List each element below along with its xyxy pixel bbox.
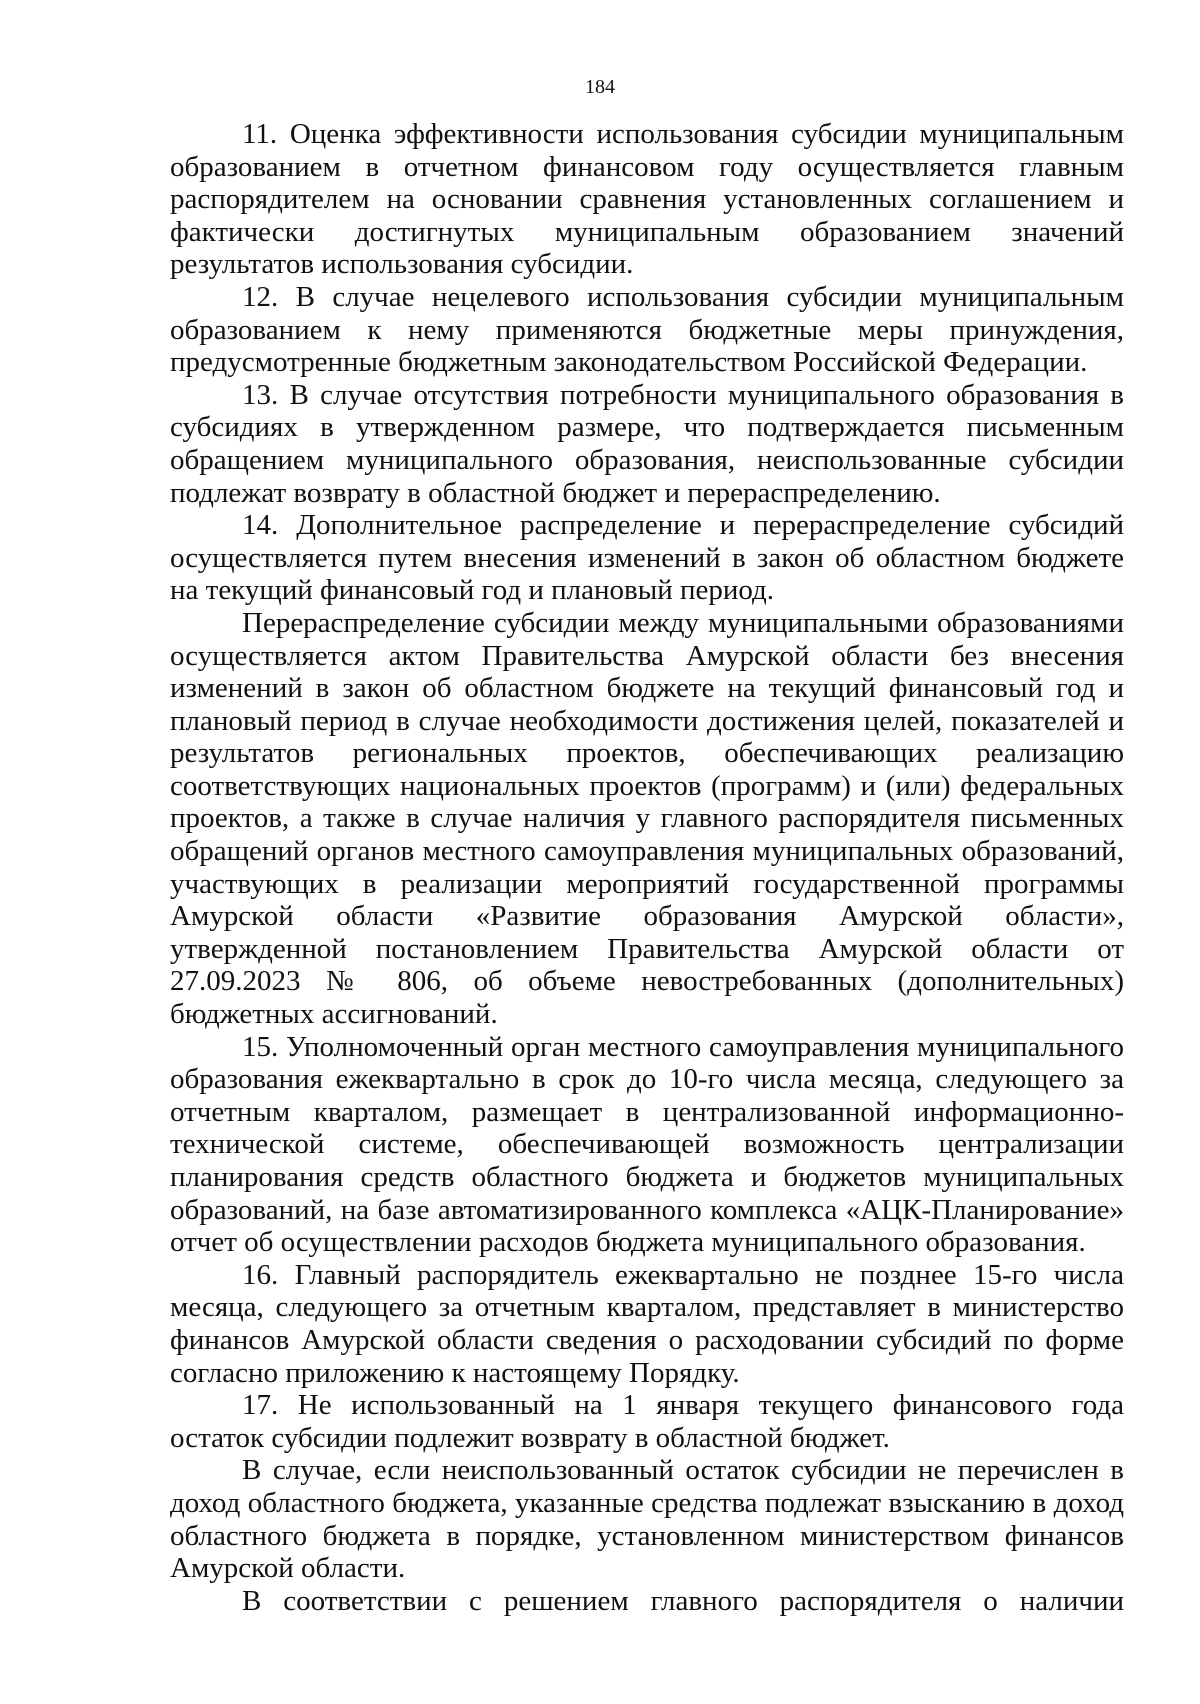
paragraph-13-no-need-return: 13. В случае отсутствия потребности муниципального образования в субсидиях в утвержденном размере, что подтверждается письменным обращением муниципального образования, неиспользованные субсидии подлежат возврату в областной бюджет и перераспределению. xyxy=(170,378,1124,509)
paragraph-16-spending-info: 16. Главный распорядитель ежеквартально не позднее 15-го числа месяца, следующего за отчетным кварталом, представляет в министерство финансов Амурской области сведения о расходовании субсидий по форме согласно приложению к настоящему Порядку. xyxy=(170,1258,1124,1389)
paragraph-12-misuse-measures: 12. В случае нецелевого использования субсидии муниципальным образованием к нему применяются бюджетные меры принуждения, предусмотренные бюджетным законодательством Российской Федерации. xyxy=(170,280,1124,379)
paragraph-11-efficiency-assessment: 11. Оценка эффективности использования субсидии муниципальным образованием в отчетном финансовом году осуществляется главным распорядителем на основании сравнения установленных соглашением и фактически достигнутых муниципальным образованием значений результатов использования субсидии. xyxy=(170,118,1124,281)
page-number: 184 xyxy=(585,76,615,98)
paragraph-17-decision-continued: В соответствии с решением главного распорядителя о наличии xyxy=(242,1584,1124,1617)
paragraph-17-unused-balance: 17. Не использованный на 1 января текущего финансового года остаток субсидии подлежит возврату в областной бюджет. xyxy=(170,1389,1124,1454)
paragraph-14-redistribution: 14. Дополнительное распределение и перераспределение субсидий осуществляется путем внесения изменений в закон об областном бюджете на текущий финансовый год и плановый период. xyxy=(170,509,1124,607)
paragraph-17-recovery: В случае, если неиспользованный остаток субсидии не перечислен в доход областного бюджета, указанные средства подлежат взысканию в доход областного бюджета в порядке, установленном министерством финансов Амурской области. xyxy=(170,1454,1124,1585)
paragraph-14-redistribution-act: Перераспределение субсидии между муниципальными образованиями осуществляется актом Правительства Амурской области без внесения изменений в закон об областном бюджете на текущий финансовый год и плановый период в случае необходимости достижения целей, показателей и результатов региональных проектов, обеспечивающих реализацию соответствующих национальных проектов (программ) и (или) федеральных проектов, а также в случае наличия у главного распорядителя письменных обращений органов местного самоуправления муниципальных образований, участвующих в реализации мероприятий государственной программы Амурской области «Развитие образования Амурской области», утвержденной постановлением Правительства Амурской области от 27.09.2023 № 806, об объеме невостребованных (дополнительных) бюджетных ассигнований. xyxy=(170,606,1124,1031)
paragraph-15-quarterly-report: 15. Уполномоченный орган местного самоуправления муниципального образования ежеквартально в срок до 10-го числа месяца, следующего за отчетным кварталом, размещает в централизованной информационно-технической системе, обеспечивающей возможность централизации планирования средств областного бюджета и бюджетов муниципальных образований, на базе автоматизированного комплекса «АЦК-Планирование» отчет об осуществлении расходов бюджета муниципального образования. xyxy=(170,1030,1124,1259)
document-body xyxy=(170,118,1124,1617)
